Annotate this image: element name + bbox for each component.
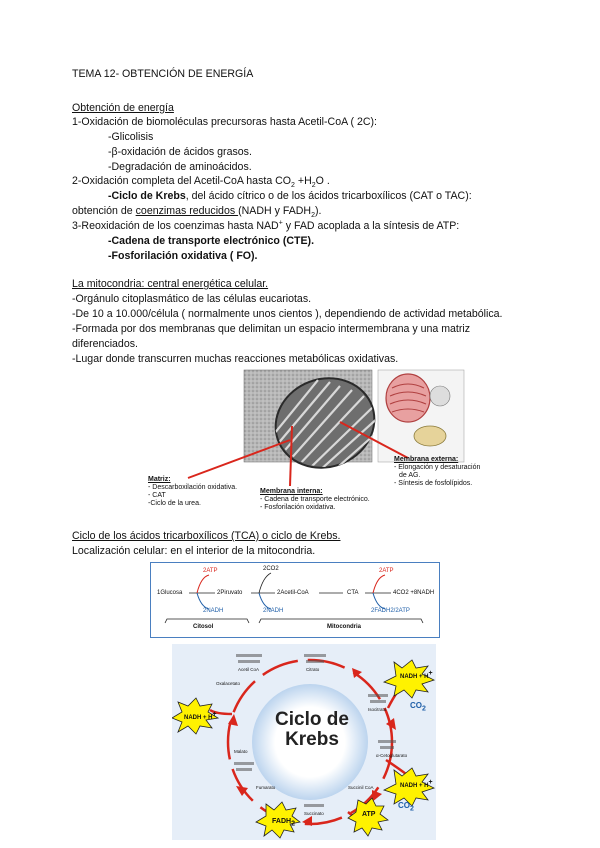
item-2: 2-Oxidación completa del Acetil-CoA hasta $CO_2 +H_2O$ . xyxy=(72,175,330,190)
pathway-co2-end: 4CO2 +8NADH xyxy=(393,590,435,596)
pathway-mito: Mitocondria xyxy=(327,624,361,630)
mito-line: diferenciados. xyxy=(72,338,138,350)
mitochondria-figure xyxy=(140,366,500,524)
krebs-molecule: Acetil CoA xyxy=(238,667,260,672)
sub-item-cte: -Cadena de transporte electrónico (CTE). xyxy=(108,235,315,247)
sub-item-krebs: -Ciclo de Krebs, del ácido cítrico o de los ácidos tricarboxílicos (CAT o TAC): xyxy=(108,190,472,202)
location-line: Localización celular: en el interior de la mitocondria. xyxy=(72,545,316,557)
sub-item: -Degradación de aminoácidos. xyxy=(108,161,252,173)
pathway-atp-1: 2ATP xyxy=(203,568,218,574)
krebs-molecule: Fumarato xyxy=(256,785,276,790)
pathway-atp-2: 2ATP xyxy=(379,568,394,574)
krebs-molecule: α-Cetoglutarato xyxy=(376,753,408,758)
krebs-figure xyxy=(172,644,436,840)
section-heading-krebs: Ciclo de los ácidos tricarboxílicos (TCA) o ciclo de Krebs. xyxy=(72,530,341,542)
pathway-figure xyxy=(150,562,440,638)
sub-item-fo: -Fosforilación oxidativa ( FO). xyxy=(108,250,258,262)
sub-item: -Glicolisis xyxy=(108,131,154,143)
item-1: 1-Oxidación de biomoléculas precursoras hasta Acetil-CoA ( 2C): xyxy=(72,116,378,128)
label-membrana-interna: Membrana interna: - Cadena de transporte electrónico. - Fosforilación oxidativa. xyxy=(260,488,370,511)
section-heading-mitocondria: La mitocondria: central energética celular. xyxy=(72,278,269,290)
pathway-co2: 2CO2 xyxy=(263,566,279,572)
mito-line: -De 10 a 10.000/célula ( normalmente unos cientos ), dependiendo de actividad metabólica. xyxy=(72,308,503,320)
mito-line: -Formada por dos membranas que delimitan un espacio intermembrana y una matriz xyxy=(72,323,471,335)
label-matriz: Matriz: - Descarboxilación oxidativa. - CAT -Ciclo de la urea. xyxy=(148,476,238,507)
sub-item: -β-oxidación de ácidos grasos. xyxy=(108,146,252,158)
krebs-molecule: Succinato xyxy=(304,811,324,816)
mito-line: -Lugar donde transcurren muchas reacciones metabólicas oxidativas. xyxy=(72,353,399,365)
krebs-atp: ATP xyxy=(362,811,376,818)
krebs-molecule: Oxalacetato xyxy=(216,681,241,686)
krebs-molecule: Succinil CoA xyxy=(348,785,374,790)
krebs-molecule: Isocitrato xyxy=(368,707,387,712)
krebs-title: Ciclo de Krebs xyxy=(275,709,349,750)
krebs-molecule: Citrato xyxy=(306,667,320,672)
pathway-fadh: 2FADH2/2ATP xyxy=(371,608,410,614)
label-membrana-externa: Membrana externa: - Elongación y desaturación de AG. - Síntesis de fosfolípidos. xyxy=(394,456,481,487)
krebs-nadh-2: NADH + H+ xyxy=(184,711,217,721)
item-3: 3-Reoxidación de los coenzimas hasta NAD+ y FAD acoplada a la síntesis de ATP: xyxy=(72,219,460,232)
pathway-nadh-2: 2NADH xyxy=(263,608,284,614)
krebs-nadh-1: NADH + H+ xyxy=(400,670,433,680)
krebs-co2-1: $CO_2$ xyxy=(410,701,426,713)
page-title: TEMA 12- OBTENCIÓN DE ENERGÍA xyxy=(72,68,254,80)
pathway-acetyl: 2Acetil-CoA xyxy=(277,590,309,596)
krebs-co2-2: $CO_2$ xyxy=(398,801,414,813)
krebs-nadh-3: NADH + H+ xyxy=(400,779,433,789)
krebs-molecule: Malato xyxy=(234,749,248,754)
pathway-citosol: Citosol xyxy=(193,624,214,630)
section-heading-energia: Obtención de energía xyxy=(72,102,174,114)
mito-line: -Orgánulo citoplasmático de las células eucariotas. xyxy=(72,293,312,305)
krebs-fadh: $FADH_2$ xyxy=(272,818,295,828)
pathway-glucose: 1Glucosa xyxy=(157,590,183,596)
pathway-nadh-1: 2NADH xyxy=(203,608,224,614)
sub-item-krebs-cont: obtención de coenzimas reducidos (NADH y $FADH_2$). xyxy=(72,205,322,220)
pathway-pyruvate: 2Piruvato xyxy=(217,590,243,596)
pathway-cycle: CTA xyxy=(347,590,359,596)
